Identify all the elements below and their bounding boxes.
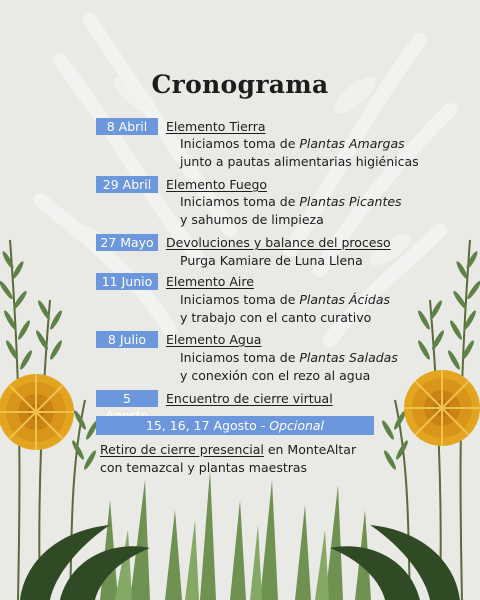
dandelion-flower-icon <box>404 370 480 446</box>
event-description: Iniciamos toma de Plantas Picantes y sahumos de limpieza <box>180 194 402 227</box>
optional-dates-bar <box>96 416 374 435</box>
event-description: Iniciamos toma de Plantas Amargas junto a pautas alimentarias higiénicas <box>180 136 419 169</box>
event-title: Elemento Agua <box>166 332 262 347</box>
dandelion-flower-icon <box>0 374 74 450</box>
date-badge: 11 Junio <box>96 273 158 290</box>
page-title: Cronograma <box>151 70 329 99</box>
event-title: Elemento Tierra <box>166 119 266 134</box>
retiro-description: Retiro de cierre presencial en MonteAltar con temazcal y plantas maestras <box>100 442 357 475</box>
event-title: Encuentro de cierre virtual <box>166 391 333 406</box>
optional-dates: 15, 16, 17 Agosto - <box>145 418 270 433</box>
event-description: Iniciamos toma de Plantas Ácidas y trabajo con el canto curativo <box>180 292 391 325</box>
event-title: Elemento Fuego <box>166 177 268 192</box>
date-badge: 5 <box>96 390 158 407</box>
event-description: Iniciamos toma de Plantas Saladas y conexión con el rezo al agua <box>180 350 398 383</box>
date-badge: 27 Mayo <box>96 234 158 251</box>
date-badge: 29 Abril <box>96 176 158 193</box>
date-badge: 8 Abril <box>96 118 158 135</box>
retiro-link: Retiro de cierre presencial <box>100 442 264 457</box>
event-description: Purga Kamiare de Luna Llena <box>180 253 363 268</box>
optional-label: Opcional <box>269 418 325 433</box>
event-title: Devoluciones y balance del proceso <box>166 235 391 250</box>
date-badge: 8 Julio <box>96 331 158 348</box>
event-title: Elemento Aire <box>166 274 254 289</box>
grass-decoration <box>100 470 371 600</box>
